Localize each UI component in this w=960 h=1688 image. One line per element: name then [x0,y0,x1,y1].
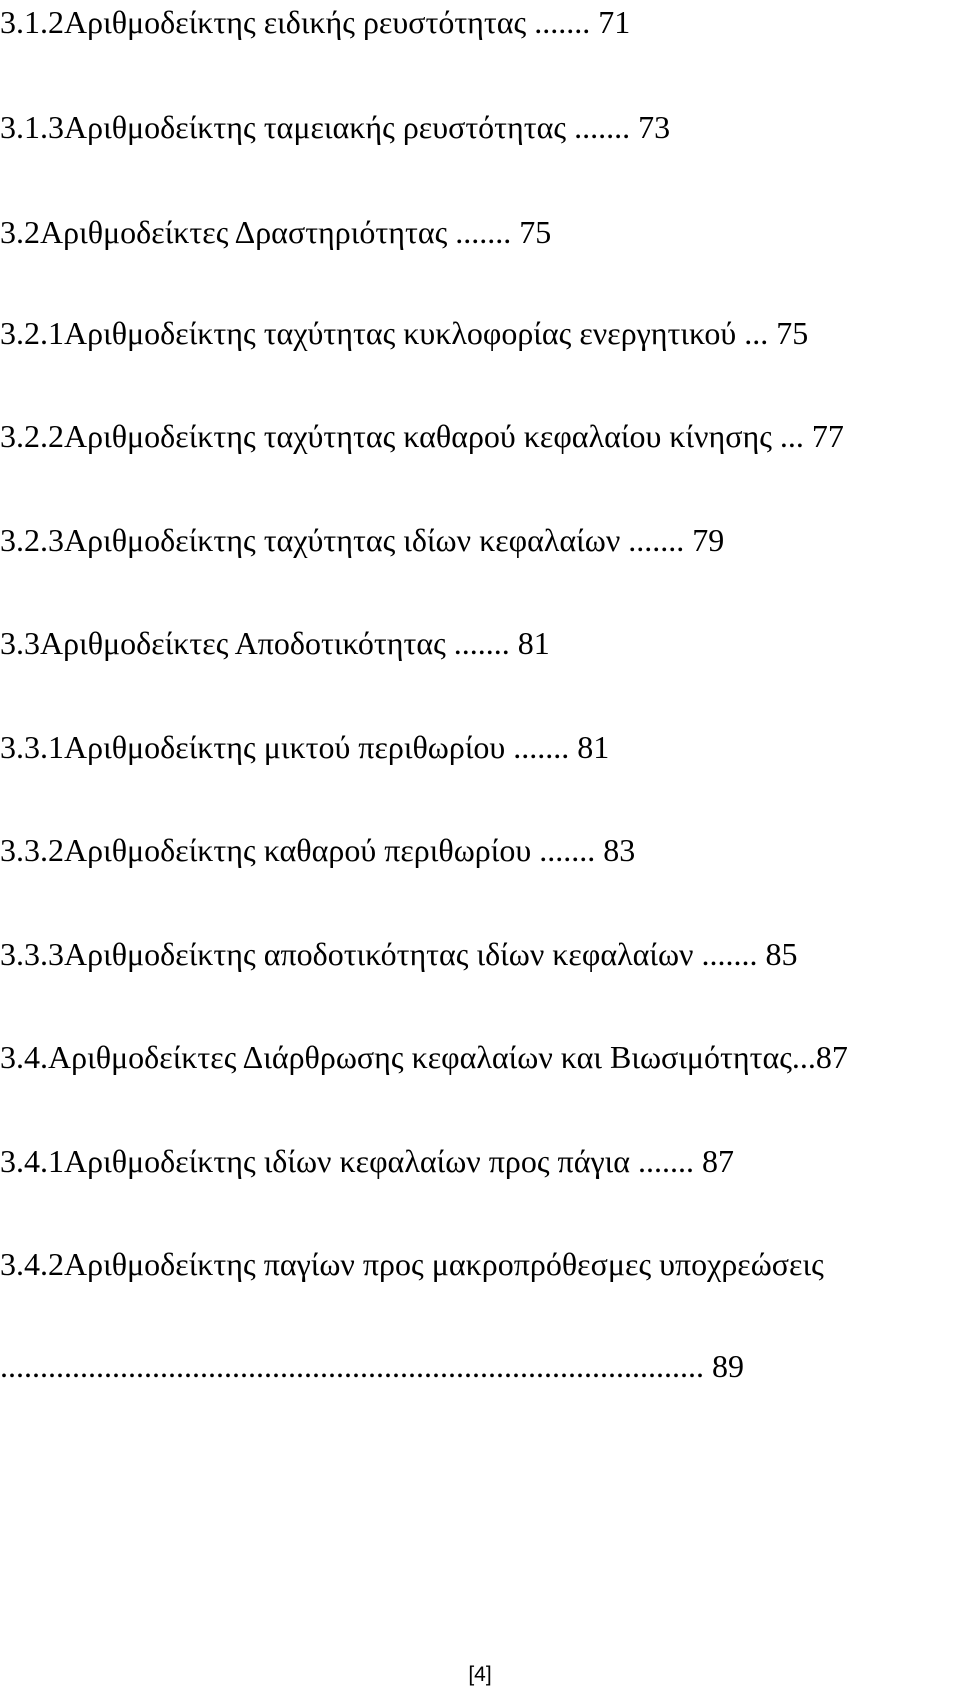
toc-entry-3-3-2: 3.3.2Αριθμοδείκτης καθαρού περιθωρίου ....... 83 [0,832,636,868]
toc-entry-3-2-3: 3.2.3Αριθμοδείκτης ταχύτητας ιδίων κεφαλαίων ....... 79 [0,522,725,558]
toc-entry-3-2-2: 3.2.2Αριθμοδείκτης ταχύτητας καθαρού κεφαλαίου κίνησης ... 77 [0,418,844,454]
toc-entry-3-3: 3.3Αριθμοδείκτες Αποδοτικότητας ....... 81 [0,625,550,661]
toc-entry-3-2-1: 3.2.1Αριθμοδείκτης ταχύτητας κυκλοφορίας ενεργητικού ... 75 [0,315,809,351]
toc-entry-3-4-1: 3.4.1Αριθμοδείκτης ιδίων κεφαλαίων προς πάγια ....... 87 [0,1143,734,1179]
toc-entry-3-4-2-page: ........................................................................................ 89 [0,1348,744,1384]
toc-entry-3-4-2: 3.4.2Αριθμοδείκτης παγίων προς μακροπρόθεσμες υποχρεώσεις [0,1246,824,1282]
page-number: [4] [468,1663,492,1686]
toc-entry-3-1-2: 3.1.2Αριθμοδείκτης ειδικής ρευστότητας ....... 71 [0,4,631,40]
toc-entry-3-3-3: 3.3.3Αριθμοδείκτης αποδοτικότητας ιδίων κεφαλαίων ....... 85 [0,936,798,972]
toc-entry-3-2: 3.2Αριθμοδείκτες Δραστηριότητας ....... 75 [0,214,552,250]
toc-entry-3-1-3: 3.1.3Αριθμοδείκτης ταμειακής ρευστότητας ....... 73 [0,109,671,145]
toc-entry-3-3-1: 3.3.1Αριθμοδείκτης μικτού περιθωρίου ....... 81 [0,729,610,765]
toc-entry-3-4: 3.4.Αριθμοδείκτες Διάρθρωσης κεφαλαίων και Βιωσιμότητας...87 [0,1039,848,1075]
